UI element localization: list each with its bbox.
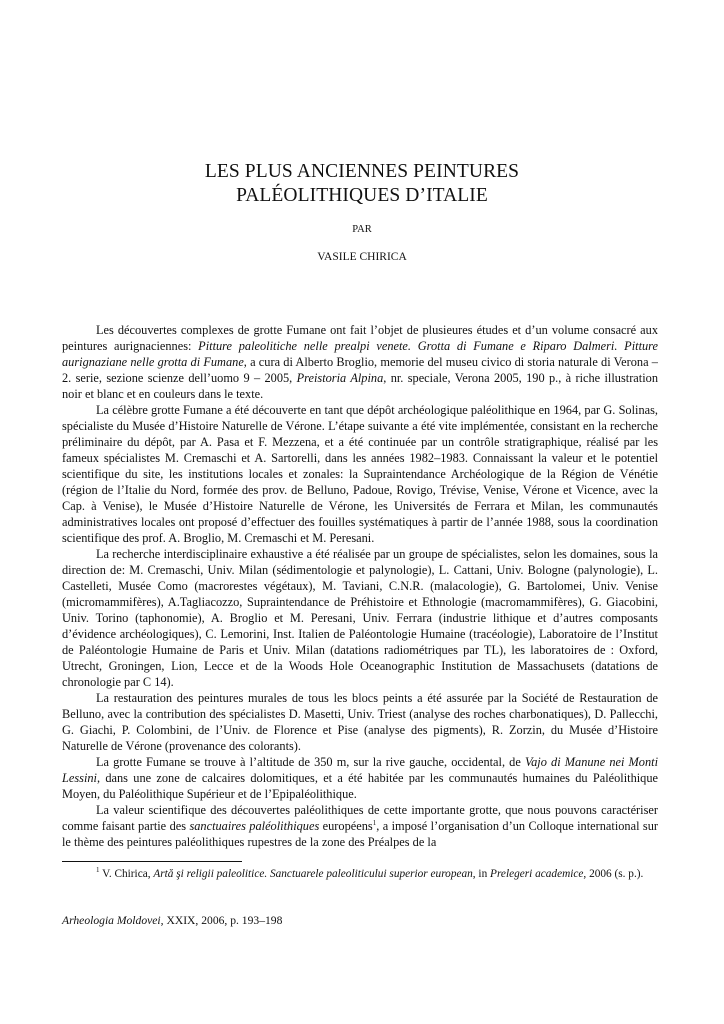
text-run: , dans une zone de calcaires dolomitiques, et a été habitée par les communautés humaines du Paléolithique Moyen, du Paléolithique Supérieur et de l’Epipaléolithique. xyxy=(62,771,658,801)
cited-series: Prelegeri academice xyxy=(490,868,584,880)
cited-title: Artă şi religii paleolitice. Sanctuarele paleoliticului superior european xyxy=(153,868,473,880)
byline-par: PAR xyxy=(352,224,372,235)
text-run: , 2006 (s. p.). xyxy=(583,868,644,880)
footnote-ref[interactable]: 1 xyxy=(372,819,377,827)
text-run: Les découvertes complexes de grotte Fumane ont fait l’objet de plusieures études et d’un volume consacré aux peintures aurignaciennes: xyxy=(62,323,658,353)
text-run: européens xyxy=(319,819,373,833)
journal-name: Arheologia Moldovei, xyxy=(62,914,164,927)
text-run: La grotte Fumane se trouve à l’altitude de 350 m, sur la rive gauche, occidental, de xyxy=(96,755,525,769)
text-run: , nr. speciale, Verona 2005, 190 p., à riche illustration noir et blanc et en couleurs dans le texte. xyxy=(62,371,658,401)
article-title-line-2: PALÉOLITHIQUES D’ITALIE xyxy=(236,185,488,206)
paragraph-6 xyxy=(62,802,658,850)
text-run: , in xyxy=(472,868,491,880)
paragraph-3: La recherche interdisciplinaire exhaustive a été réalisée par un groupe de spécialistes, selon les domaines, sous la direction de: M. Cremaschi, Univ. Milan (sédimentologie et palynologie), L. Cattani, Univ. Bologne (palynologie), L. Castelleti, Musée Como (macrorestes végétaux), M. Taviani, C.N.R. (malacologie), G. Bartolomei, Univ. Venise (micromammifères), A.Tagliacozzo, Supraintendance de Préhistoire et Ethnologie (macromammifères), G. Giacobini, Univ. Torino (taphonomie), A. Broglio et M. Peresani, Univ. Ferrara (industrie lithique et d’autres composants d’évidence archéologiques), C. Lemorini, Inst. Italien de Paléontologie Humaine (tracéologie), Laboratoire de l’Institut de Paléontologie Humaine de Paris et Univ. Milan (datations radiométriques par TL), les laboratoires de : Oxford, Utrecht, Groningen, Lion, Lecce et de la Woods Hole Oceanographic Institution de Massachusets (datations de chronologie par C 14). xyxy=(62,547,658,689)
paragraph-4: La restauration des peintures murales de tous les blocs peints a été assurée par la Société de Restauration de Belluno, avec la contribution des spécialistes D. Masetti, Univ. Triest (analyse des roches charbonatiques), D. Pallecchi, G. Giachi, P. Colombini, de l’Univ. de Florence et Pise (analyse des pigments), R. Zorzin, du Musée d’Histoire Naturelle de Vérone (provenance des colorants). xyxy=(62,691,658,753)
paragraph-1 xyxy=(62,322,658,402)
emphasis: sanctuaires paléolithiques xyxy=(189,819,320,833)
author-name: VASILE CHIRICA xyxy=(317,251,407,263)
journal-citation xyxy=(62,914,282,927)
footnote-1 xyxy=(62,867,658,882)
text-run: La valeur scientifique des découvertes paléolithiques de cette importante grotte, que nous pouvons caractériser comme faisant partie des xyxy=(62,803,658,833)
text-run: V. Chirica, xyxy=(99,868,154,880)
paragraph-5 xyxy=(62,754,658,802)
book-title: Pitture paleolitiche nelle prealpi venete. Grotta di Fumane e Riparo Dalmeri. Pitture aurignaziane nelle grotta di Fumane xyxy=(62,339,658,369)
journal-volume-pages: XXIX, 2006, p. 193–198 xyxy=(163,914,283,927)
article-title-line-1: LES PLUS ANCIENNES PEINTURES xyxy=(204,161,520,182)
article-body xyxy=(62,322,658,850)
footnote-number: 1 xyxy=(96,866,100,874)
footnote-divider xyxy=(62,861,242,862)
text-run: , a cura di Alberto Broglio, memorie del museu civico di storia naturale di Verona – 2. serie, sezione scienze dell’uomo 9 – 2005, xyxy=(62,355,658,385)
paragraph-2: La célèbre grotte Fumane a été découverte en tant que dépôt archéologique paléolithique en 1964, par G. Solinas, spécialiste du Musée d’Histoire Naturelle de Vérone. L’étape suivante a été vite implémentée, consistant en la recherche préliminaire du dépôt, par A. Pasa et F. Mezzena, et a été continuée par un contrôle stratigraphique, réalisé par les fameux spécialistes M. Cremaschi et A. Sartorelli, dans les années 1982–1983. Connaissant la valeur et le potentiel scientifique du site, les institutions locales et zonales: la Supraintendance Archéologique de la Région de Vénétie (région de l’Italie du Nord, formée des prov. de Belluno, Padoue, Rovigo, Trévise, Venise, Vérone et Vicence, avec la Cap. à Venise), le Musée d’Histoire Naturelle de Vérone, les Universités de Ferrara et Milan, les communautés administratives locales ont proposé d’effectuer des fouilles systématiques à partir de l’année 1988, sous la coordination scientifique des prof. A. Broglio, M. Cremaschi et M. Peresani. xyxy=(62,403,658,545)
place-name: Vajo di Manune nei Monti Lessini xyxy=(62,755,659,785)
text-run: , a imposé l’organisation d’un Colloque international sur le thème des peintures paléolithiques rupestres de la zone des Préalpes de la xyxy=(62,819,658,849)
series-title: Preistoria Alpina xyxy=(296,371,384,385)
